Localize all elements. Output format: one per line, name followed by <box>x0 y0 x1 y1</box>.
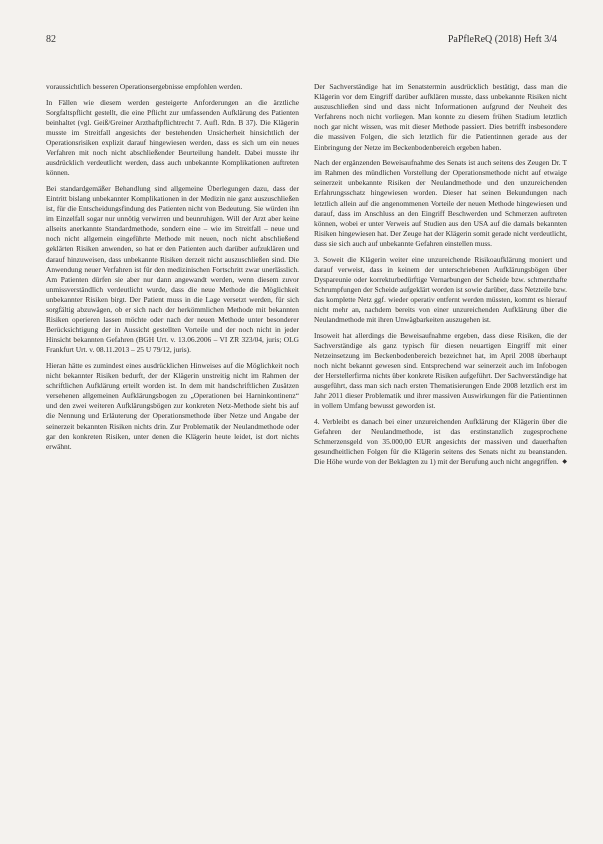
paragraph: In Fällen wie diesem werden gesteigerte Anforderungen an die ärztliche Sorgfaltspflicht gestellt, die eine Pflicht zur umfassenden Aufklärung des Patienten beinhaltet (vgl. Geiß/Greiner Arzthaftpflichtrecht 7. Aufl. Rdn. B 37). Die Klägerin musste im Streitfall angesichts der bestehenden Unsicherheit hinsichtlich der Operationsrisiken explizit darauf hingewiesen werden, dass es sich um ein neues Verfahren mit noch nicht abschließender Beurteilung handelt. Dabei musste ihr ausdrücklich verdeutlicht werden, dass auch unbekannte Komplikationen auftreten können. <box>46 97 299 178</box>
right-column <box>314 82 567 473</box>
journal-reference: PaPfleReQ (2018) Heft 3/4 <box>447 34 557 45</box>
page-header <box>46 34 557 45</box>
paragraph: Nach der ergänzenden Beweisaufnahme des Senats ist auch seitens des Zeugen Dr. T im Rahmen des mündlichen Vorstellung der Operationsmethode nicht auf etwaige seinerzeit unbekannte Risiken der Neulandmethode und den unzureichenden Erfahrungsschatz hingewiesen worden. Dieser hat seinen Bekundungen nach letztlich allein auf die angenommenen Vorteile der neuen Methode hingewiesen und darauf, dass im Anschluss an den Eingriff Beschwerden und Schmerzen auftreten können, wobei er unter Verweis auf Studien aus den USA auf die damals bekannten Risiken hingewiesen hat. Der Zeuge hat der Klägerin somit gerade nicht verdeutlicht, dass sie sich auch auf unbekannte Gefahren einstellen muss. <box>314 158 567 248</box>
paragraph: 3. Soweit die Klägerin weiter eine unzureichende Risikoaufklärung moniert und darauf verweist, dass in keinem der unterschriebenen Aufklärungsbögen über Dyspareunie oder korrekturbedürftige Vernarbungen der Scheide bzw. schmerzhafte Schrumpfungen der Scheide aufgeklärt worden ist sowie darüber, dass Netzteile bzw. das komplette Netz ggf. wieder operativ entfernt werden müssten, kommt es hierauf nicht mehr an, nachdem bereits von einer unzureichenden Aufklärung über die Neulandmethode mit ihren Unwägbarkeiten auszugehen ist. <box>314 254 567 325</box>
paragraph-last <box>314 417 567 467</box>
paragraph: Hieran hätte es zumindest eines ausdrücklichen Hinweises auf die Möglichkeit noch nicht bekannter Risiken bedurft, der der Klägerin unstreitig nicht im Rahmen der schriftlichen Aufklärung erteilt worden ist. In dem mit handschriftlichen Zusätzen versehenen allgemeinen Aufklärungsbogen zu „Operationen bei Harninkontinenz“ und den zwei weiteren Aufklärungsbögen zur konkreten Netz-Methode sieht bis auf die Nennung und Erläuterung der Operationsmethode über Netze und Angabe der seinerzeit bekannten Risiken nichts drin. Zur Problematik der Neulandmethode oder gar den konkreten Risiken, unter denen die Klägerin heute leidet, ist dort nichts erwähnt. <box>46 360 299 451</box>
paragraph: Der Sachverständige hat im Senatstermin ausdrücklich bestätigt, dass man die Klägerin vor dem Eingriff darüber aufklären musste, dass unbekannte Risiken nicht auszuschließen sind und dass nicht Informationen aufgrund der Neuheit des Verfahrens noch nicht vorliegen. Man konnte zu diesem frühen Stadium letztlich noch gar nicht wissen, was mit dieser Methode passiert. Dies betrifft insbesondere die massiven Folgen, die sich letztlich für die Patientinnen gerade aus der Einbringung der Netze im Beckenbodenbereich ergeben haben. <box>314 82 567 152</box>
paragraph: Insoweit hat allerdings die Beweisaufnahme ergeben, dass diese Risiken, die der Sachverständige als ganz typisch für diesen neuartigen Eingriff mit einer Netzeinsetzung im Beckenbodenbereich bezeichnet hat, im April 2008 überhaupt noch nicht bekannt gewesen sind. Entsprechend war seinerzeit auch im Infobogen der Herstellerfirma nichts über konkrete Risiken aufgeführt. Der Sachverständige hat ausgeführt, dass man sich nach ersten Thematisierungen Ende 2008 letztlich erst im Jahr 2011 dieser Problematik und ihrer massiven Auswirkungen für die Patientinnen in vollem Umfang bewusst geworden ist. <box>314 330 567 411</box>
paragraph: voraussichtlich besseren Operationsergebnisse empfohlen werden. <box>46 82 243 91</box>
end-mark-icon: ◆ <box>562 459 567 466</box>
left-column <box>46 82 299 457</box>
paragraph: Bei standardgemäßer Behandlung sind allgemeine Überlegungen dazu, dass der Eintritt bislang unbekannter Komplikationen in der Medizin nie ganz auszuschließen ist, für die Entscheidungsfindung des Patienten nicht von Bedeutung. Sie würden ihn im Einzelfall sogar nur unnötig verwirren und beunruhigen. Will der Arzt aber keine allseits anerkannte Standardmethode, sondern eine – wie im Streitfall – neue und noch nicht allgemein eingeführte Methode mit neuen, noch nicht abschließend geklärten Risiken anwenden, so hat er den Patienten auch darüber aufzuklären und darauf hinzuweisen, dass unbekannte Risiken derzeit nicht auszuschließen sind. Die Anwendung neuer Verfahren ist für den medizinischen Fortschritt zwar unerlässlich. Am Patienten dürfen sie aber nur dann angewandt werden, wenn diesem zuvor unmissverständlich verdeutlicht wurde, dass die neue Methode die Möglichkeit unbekannter Risiken birgt. Der Patient muss in die Lage versetzt werden, für sich sorgfältig abzuwägen, ob er sich nach der herkömmlichen Methode mit bekannten Risiken operieren lassen möchte oder nach der neuen Methode unter besonderer Berücksichtigung der in Aussicht gestellten Vorteile und der noch nicht in jeder Hinsicht bekannten Gefahren (BGH Urt. v. 13.06.2006 – VI ZR 323/04, juris; OLG Frankfurt Urt. v. 08.11.2013 – 25 U 79/12, juris). <box>46 183 299 355</box>
paragraph-text: 4. Verbleibt es danach bei einer unzureichenden Aufklärung der Klägerin über die Gefahren der Neulandmethode, ist das erstinstanzlich zugesprochene Schmerzensgeld von 35.000,00 EUR angesichts der massiven und dauerhaften gesundheitlichen Folgen für die Klägerin seitens des Senats nicht zu beanstanden. Die Höhe wurde von der Beklagten zu 1) mit der Berufung auch nicht angegriffen. <box>314 416 567 467</box>
page-number: 82 <box>46 34 56 45</box>
